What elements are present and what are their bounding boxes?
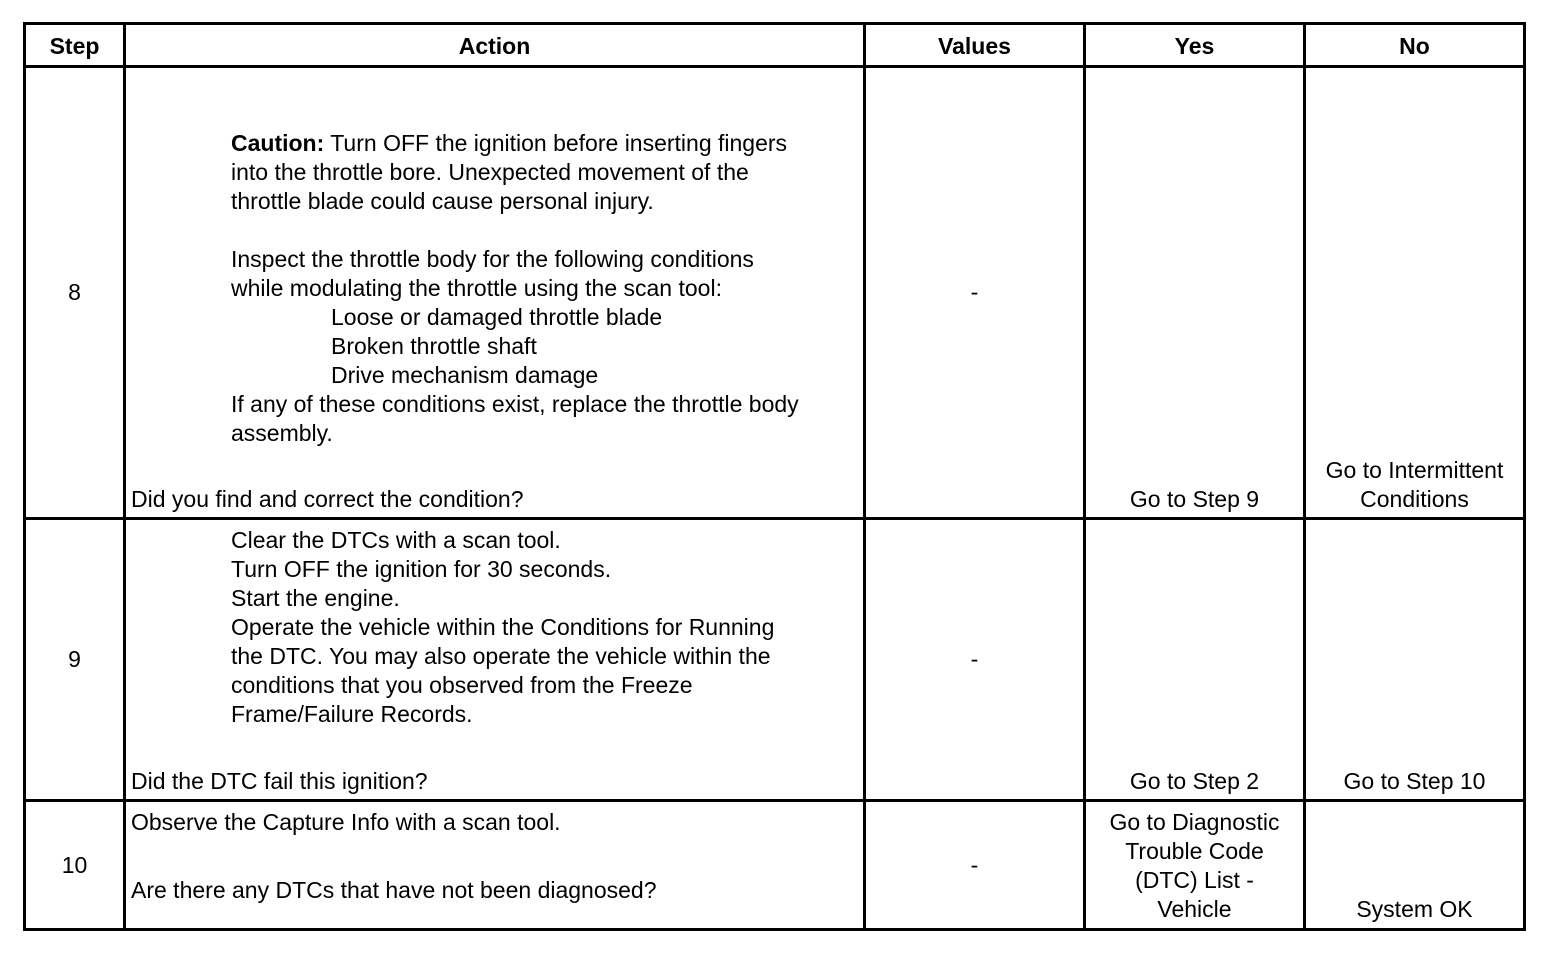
yes-cell: Go to Step 9	[1129, 486, 1260, 512]
header-values: Values	[938, 33, 1011, 59]
instruction-text: Operate the vehicle within the Conditions for Running	[231, 614, 775, 640]
column-divider	[123, 25, 126, 928]
question-text: Did the DTC fail this ignition?	[131, 768, 428, 794]
no-cell-line: Conditions	[1360, 486, 1469, 512]
diagnostic-table	[23, 22, 1526, 931]
no-cell: System OK	[1356, 896, 1473, 922]
question-text: Are there any DTCs that have not been diagnosed?	[131, 877, 657, 903]
condition-item: Loose or damaged throttle blade	[331, 304, 663, 330]
instruction-text: while modulating the throttle using the scan tool:	[231, 275, 722, 301]
instruction-text: Frame/Failure Records.	[231, 701, 473, 727]
instruction-text: conditions that you observed from the Freeze	[231, 672, 693, 698]
instruction-text: Observe the Capture Info with a scan tool.	[131, 809, 561, 835]
instruction-text: assembly.	[231, 420, 333, 446]
no-cell-line: Go to Intermittent	[1325, 457, 1504, 483]
condition-item: Drive mechanism damage	[331, 362, 599, 388]
instruction-text: Start the engine.	[231, 585, 400, 611]
yes-cell-line: Go to Diagnostic	[1109, 809, 1280, 835]
caution-label: Caution:	[231, 130, 325, 156]
caution-text: throttle blade could cause personal injury.	[231, 188, 654, 214]
caution-text: Turn OFF the ignition before inserting fingers	[324, 130, 788, 156]
yes-cell-line: Vehicle	[1157, 896, 1232, 922]
no-cell: Go to Step 10	[1343, 768, 1486, 794]
instruction-text: If any of these conditions exist, replace the throttle body	[231, 391, 799, 417]
condition-item: Broken throttle shaft	[331, 333, 537, 359]
row-divider	[26, 517, 1523, 520]
values-cell: -	[970, 279, 979, 305]
row-divider	[26, 799, 1523, 802]
no-cell	[1306, 456, 1523, 514]
values-cell: -	[970, 646, 979, 672]
yes-cell: Go to Step 2	[1129, 768, 1260, 794]
values-cell: -	[970, 851, 979, 878]
header-no: No	[1399, 33, 1430, 59]
header-yes: Yes	[1174, 33, 1215, 59]
yes-cell	[1086, 808, 1303, 924]
yes-cell-line: Trouble Code	[1125, 838, 1264, 864]
instruction-text: the DTC. You may also operate the vehicle within the	[231, 643, 771, 669]
action-text-step-9	[131, 526, 861, 729]
instruction-text: Clear the DTCs with a scan tool.	[231, 527, 561, 553]
header-step: Step	[49, 33, 100, 59]
instruction-text: Inspect the throttle body for the following conditions	[231, 246, 754, 272]
yes-cell-line: (DTC) List -	[1135, 867, 1254, 893]
instruction-text: Turn OFF the ignition for 30 seconds.	[231, 556, 612, 582]
step-number: 10	[61, 851, 88, 878]
question-text: Did you find and correct the condition?	[131, 486, 524, 512]
header-action: Action	[458, 33, 531, 59]
step-number: 8	[68, 279, 81, 305]
caution-text: into the throttle bore. Unexpected movement of the	[231, 159, 749, 185]
action-text-step-8	[131, 129, 861, 448]
step-number: 9	[68, 646, 81, 672]
